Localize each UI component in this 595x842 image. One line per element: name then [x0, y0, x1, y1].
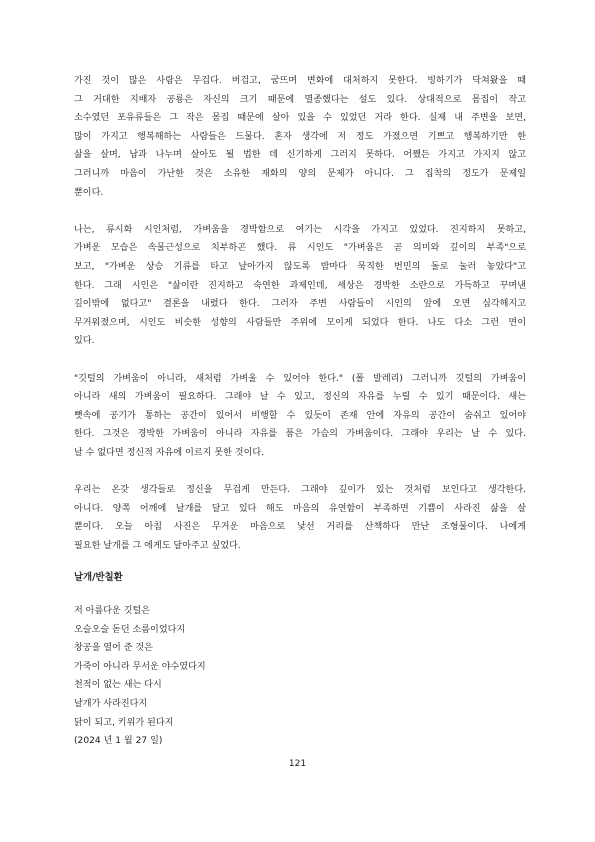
poem-body [74, 602, 206, 751]
text-line: 한다. 그래 시인은 "삶이란 진지하고 숙연한 과제인데, 세상은 경박한 소란으로 가득하고 꾸며낸 [74, 280, 526, 291]
poem-line: 오슬오슬 돋던 소름이었다지 [74, 624, 186, 635]
text-line: 삶을 살며, 남과 나누며 살아도 될 법한 데 신기하게 그러지 못하다. 어쨌든 가지고 가지지 않고 [74, 150, 526, 161]
text-line: 아니라 새의 가벼움이 필요하다. 그래야 날 수 있고, 정신의 자유를 누릴 수 있기 때문이다. 새는 [74, 392, 526, 403]
text-line: 날 수 없다면 정신적 자유에 이르지 못한 것이다. [74, 447, 265, 458]
poem-line: 닭이 되고, 키위가 된다지 [74, 717, 174, 728]
paragraph-2 [74, 221, 526, 351]
poem-line: 저 아름다운 깃털은 [74, 606, 151, 616]
paragraph-4 [74, 481, 526, 555]
poem-line: 가죽이 아니라 무서운 야수였다지 [74, 661, 206, 672]
text-line: 보고, "가벼운 상승 기류를 타고 날아가지 않도록 밤마다 묵직한 번민의 돌로 눌러 놓았다"고 [74, 261, 526, 272]
text-line: 뿐이다. [74, 187, 104, 198]
text-line: 나는, 류시화 시인처럼, 가벼움을 경박함으로 여기는 시각을 가지고 있었다. 진지하지 못하고, [74, 224, 526, 235]
text-line: 그러니까 마음이 가난한 것은 소유한 재화의 양의 문제가 아니다. 그 집착의 정도가 문제일 [74, 168, 526, 179]
poem-line: 천적이 없는 새는 다시 [74, 680, 162, 691]
poem-title: 날개/반칠환 [74, 572, 123, 583]
text-line: 무거워졌으며, 시인도 비슷한 성향의 사람들만 주위에 모이게 되었다 한다. 나도 다소 그런 면이 [74, 317, 526, 328]
text-line: 뿐이다. 오늘 아침 사진은 무거운 마음으로 낯선 거리를 산책하다 만난 조형물이다. 나에게 [74, 522, 526, 533]
poem-line: 날개가 사라진다지 [74, 698, 148, 709]
text-line: 깊이밖에 없다고" 결론을 내렸다 한다. 그러자 주변 사람들이 시인의 앞에 오면 심각해지고 [74, 299, 526, 310]
text-line: 필요한 날개를 그 에게도 달아주고 싶었다. [74, 540, 241, 551]
text-line: "깃털의 가벼움이 아니라, 새처럼 가벼울 수 있어야 한다." (폴 발레리) 그러니까 깃털의 가벼움이 [74, 373, 526, 384]
text-line: 소수였던 포유류들은 그 작은 몸집 때문에 살아 있을 수 있었던 거라 한다. 실제 내 주변을 보면, [74, 113, 526, 124]
poem-line: 창공을 열어 준 것은 [74, 643, 153, 654]
text-line: 그 거대한 지배자 공룡은 자신의 크기 때문에 멸종했다는 설도 있다. 상대적으로 몸집이 작고 [74, 94, 526, 105]
text-line: 뼛속에 공기가 통하는 공간이 있어서 비행할 수 있듯이 존재 안에 자유의 공간이 숨쉬고 있어야 [74, 410, 526, 421]
text-line: 한다. 그것은 경박한 가벼움이 아니라 자유를 품은 가슴의 가벼움이다. 그래야 우리는 날 수 있다. [74, 429, 526, 440]
text-line: 많이 가지고 행복해하는 사람들은 드물다. 혼자 생각에 저 정도 가졌으면 기쁘고 행복하기만 한 [74, 131, 526, 142]
text-line: 가진 것이 많은 사람은 무겁다. 버겁고, 굼뜨며 변화에 대처하지 못한다. 빙하기가 닥쳐왔을 때 [74, 76, 526, 86]
paragraph-3 [74, 370, 526, 463]
text-line: 있다. [74, 336, 95, 347]
page-number: 121 [288, 759, 307, 769]
text-line: 가벼운 모습은 속물근성으로 치부하곤 했다. 류 시인도 "가벼움은 곧 의미와 깊이의 부족"으로 [74, 243, 526, 254]
text-line: 아니다. 양쪽 어깨에 날개를 달고 있다 해도 마음의 유연함이 부족하면 기쁨이 사라진 삶을 살 [74, 503, 526, 514]
poem-date: (2024 년 1 월 27 일) [74, 736, 163, 747]
text-line: 우리는 온갖 생각들로 정신을 무겁게 만든다. 그래야 깊이가 있는 것처럼 보인다고 생각한다. [74, 485, 526, 496]
paragraph-1 [74, 72, 526, 202]
essay-body [74, 72, 526, 574]
